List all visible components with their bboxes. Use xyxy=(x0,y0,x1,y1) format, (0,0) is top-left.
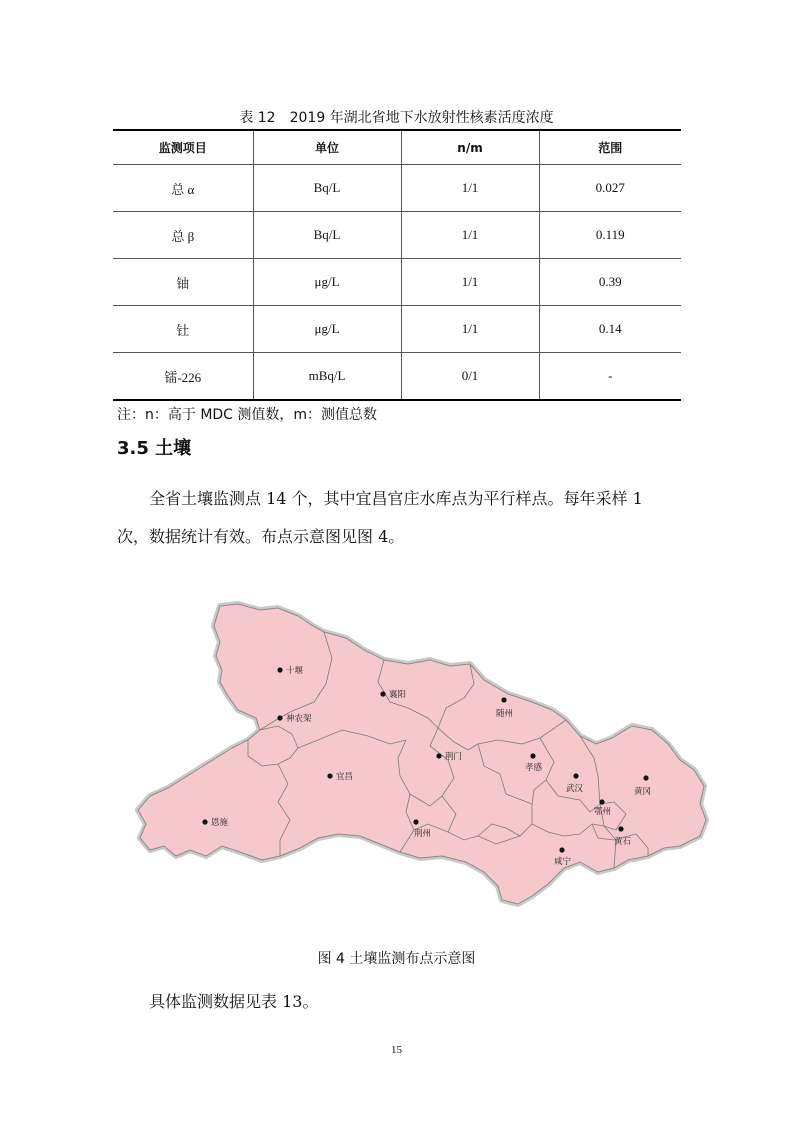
city-label-shiyan: 十堰 xyxy=(286,666,304,676)
site-marker xyxy=(327,773,332,778)
site-marker xyxy=(436,753,441,758)
cell-item: 铀 xyxy=(113,259,253,306)
cell-nm: 1/1 xyxy=(401,212,539,259)
site-marker xyxy=(643,775,648,780)
table-note: 注：n：高于 MDC 测值数，m：测值总数 xyxy=(117,407,378,423)
section-heading: 3.5 土壤 xyxy=(117,438,192,459)
cell-item: 总 β xyxy=(113,212,253,259)
cell-range: 0.39 xyxy=(539,259,681,306)
table-row xyxy=(113,212,681,259)
cell-nm: 1/1 xyxy=(401,306,539,353)
table-title: 表 12 2019 年湖北省地下水放射性核素活度浓度 xyxy=(239,110,554,126)
figure-caption: 图 4 土壤监测布点示意图 xyxy=(317,951,476,967)
site-marker xyxy=(530,753,535,758)
site-marker xyxy=(618,826,623,831)
city-label-enshi: 恩施 xyxy=(211,818,229,828)
body-paragraph: 具体监测数据见表 13。 xyxy=(149,992,319,1011)
site-marker xyxy=(501,697,506,702)
cell-unit: μg/L xyxy=(253,259,401,306)
header-range: 范围 xyxy=(539,130,681,165)
city-label-shennongjia: 神农架 xyxy=(286,714,312,724)
city-label-jingmen: 荆门 xyxy=(445,752,463,762)
cell-item: 钍 xyxy=(113,306,253,353)
site-marker xyxy=(277,715,282,720)
cell-range: 0.119 xyxy=(539,212,681,259)
city-label-jingzhou: 荆州 xyxy=(414,829,432,839)
site-marker xyxy=(573,773,578,778)
cell-nm: 0/1 xyxy=(401,353,539,401)
table-row xyxy=(113,165,681,212)
city-label-huangshi: 黄石 xyxy=(614,837,632,847)
cell-range: 0.027 xyxy=(539,165,681,212)
cell-unit: μg/L xyxy=(253,306,401,353)
radionuclide-table xyxy=(113,129,681,401)
site-marker xyxy=(380,691,385,696)
body-paragraph: 全省土壤监测点 14 个，其中宜昌官庄水库点为平行样点。每年采样 1 次，数据统计有效。布点示意图见图 4。 xyxy=(117,489,643,546)
city-label-ezhou: 鄂州 xyxy=(594,807,612,817)
table-row xyxy=(113,306,681,353)
cell-nm: 1/1 xyxy=(401,259,539,306)
city-label-xianning: 咸宁 xyxy=(554,857,572,867)
table-header-row xyxy=(113,130,681,165)
city-label-yichang: 宜昌 xyxy=(336,772,354,782)
cell-range: - xyxy=(539,353,681,401)
site-marker xyxy=(277,667,282,672)
cell-unit: mBq/L xyxy=(253,353,401,401)
table-row xyxy=(113,353,681,401)
city-label-xiaogan: 孝感 xyxy=(525,763,543,773)
table-row xyxy=(113,259,681,306)
city-label-wuhan: 武汉 xyxy=(566,784,584,794)
header-nm: n/m xyxy=(401,130,539,165)
cell-nm: 1/1 xyxy=(401,165,539,212)
hubei-soil-monitoring-map xyxy=(128,598,713,910)
cell-item: 总 α xyxy=(113,165,253,212)
city-label-suizhou: 随州 xyxy=(496,709,514,719)
site-marker xyxy=(559,847,564,852)
site-marker xyxy=(202,819,207,824)
cell-unit: Bq/L xyxy=(253,212,401,259)
cell-unit: Bq/L xyxy=(253,165,401,212)
city-label-xiangyang: 襄阳 xyxy=(389,690,407,700)
cell-range: 0.14 xyxy=(539,306,681,353)
header-item: 监测项目 xyxy=(113,130,253,165)
site-marker xyxy=(413,819,418,824)
city-label-huanggang: 黄冈 xyxy=(634,787,652,797)
header-unit: 单位 xyxy=(253,130,401,165)
site-marker xyxy=(599,799,604,804)
cell-item: 镭-226 xyxy=(113,353,253,401)
page-number: 15 xyxy=(391,1044,402,1056)
